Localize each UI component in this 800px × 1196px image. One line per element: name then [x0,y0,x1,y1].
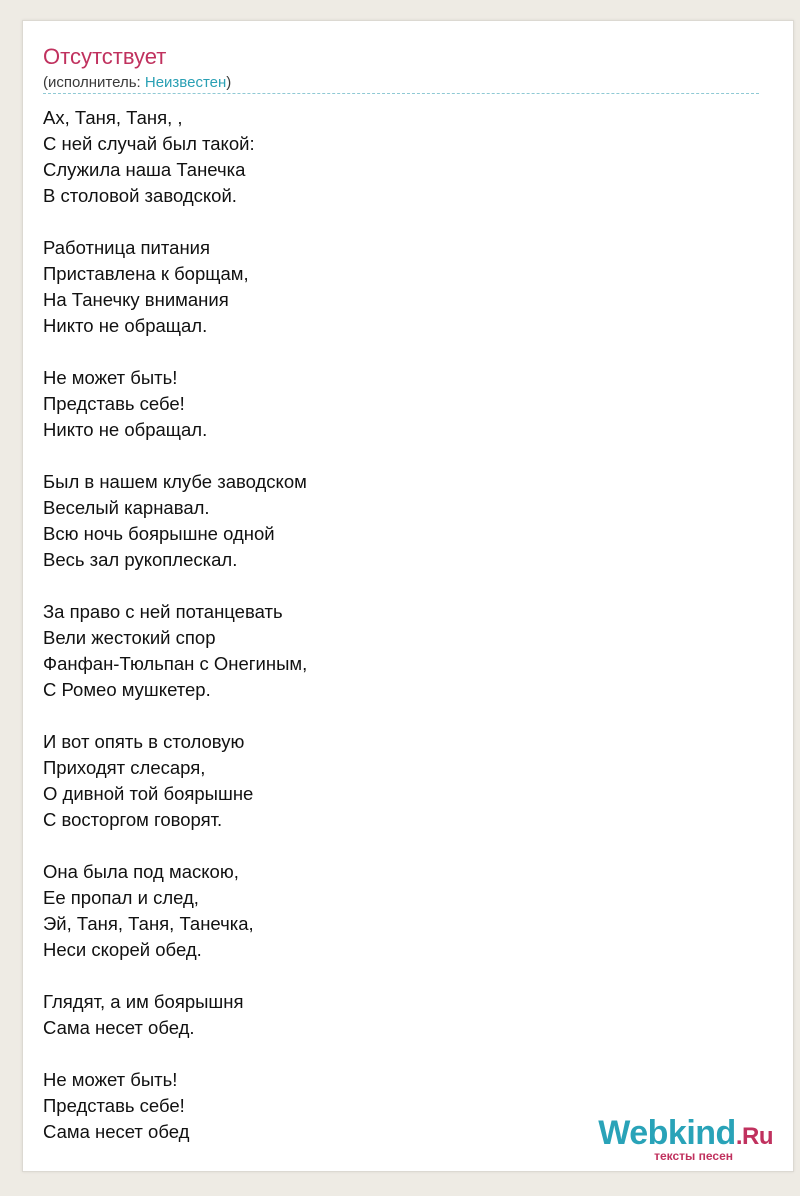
meta-suffix: ) [226,74,232,91]
stanza [43,599,307,703]
lyric-line: Служила наша Танечка [43,159,246,180]
stanza [43,469,307,573]
lyric-line: Не может быть! [43,367,178,388]
lyric-line: Представь себе! [43,1095,185,1116]
lyric-line: Сама несет обед [43,1121,190,1142]
lyric-line: Глядят, а им боярышня [43,991,244,1012]
lyric-line: Вели жестокий спор [43,627,216,648]
lyric-line: Никто не обращал. [43,315,208,336]
lyric-line: Не может быть! [43,1069,178,1090]
lyric-line: Был в нашем клубе заводском [43,471,307,492]
lyric-line: Ах, Таня, Таня, , [43,107,183,128]
lyric-line: Никто не обращал. [43,419,208,440]
lyric-line: С Ромео мушкетер. [43,679,211,700]
stanza [43,729,307,833]
song-meta [43,73,231,93]
lyric-line: Ее пропал и след, [43,887,199,908]
lyrics-body [43,105,307,1171]
lyric-line: Сама несет обед. [43,1017,195,1038]
lyric-line: Представь себе! [43,393,185,414]
lyric-line: Она была под маскою, [43,861,239,882]
lyric-line: Эй, Таня, Таня, Танечка, [43,913,254,934]
stanza [43,859,307,963]
lyric-line: Веселый карнавал. [43,497,210,518]
logo-tagline: тексты песен [654,1149,733,1163]
stanza [43,989,307,1041]
lyric-line: О дивной той боярышне [43,783,254,804]
lyric-line: Приходят слесаря, [43,757,206,778]
lyric-line: И вот опять в столовую [43,731,245,752]
lyric-line: С ней случай был такой: [43,133,255,154]
lyric-line: Работница питания [43,237,211,258]
stanza [43,1067,307,1145]
logo-brand-main: Webkind [598,1114,736,1152]
lyrics-card [22,20,794,1172]
stanza [43,235,307,339]
lyric-line: С восторгом говорят. [43,809,223,830]
stanza [43,365,307,443]
lyric-line: Всю ночь боярышне одной [43,523,275,544]
lyric-line: В столовой заводской. [43,185,237,206]
artist-link[interactable]: Неизвестен [144,74,227,91]
song-title: Отсутствует [43,44,167,69]
stanza [43,105,307,209]
site-logo[interactable] [598,1115,773,1163]
lyric-line: Фанфан-Тюльпан с Онегиным, [43,653,308,674]
lyric-line: На Танечку внимания [43,289,229,310]
lyric-line: Приставлена к борщам, [43,263,249,284]
lyric-line: За право с ней потанцевать [43,601,283,622]
logo-brand-suffix: .Ru [735,1123,773,1150]
lyric-line: Неси скорей обед. [43,939,202,960]
meta-prefix: (исполнитель: [43,74,145,91]
lyric-line: Весь зал рукоплескал. [43,549,238,570]
divider [43,93,759,94]
